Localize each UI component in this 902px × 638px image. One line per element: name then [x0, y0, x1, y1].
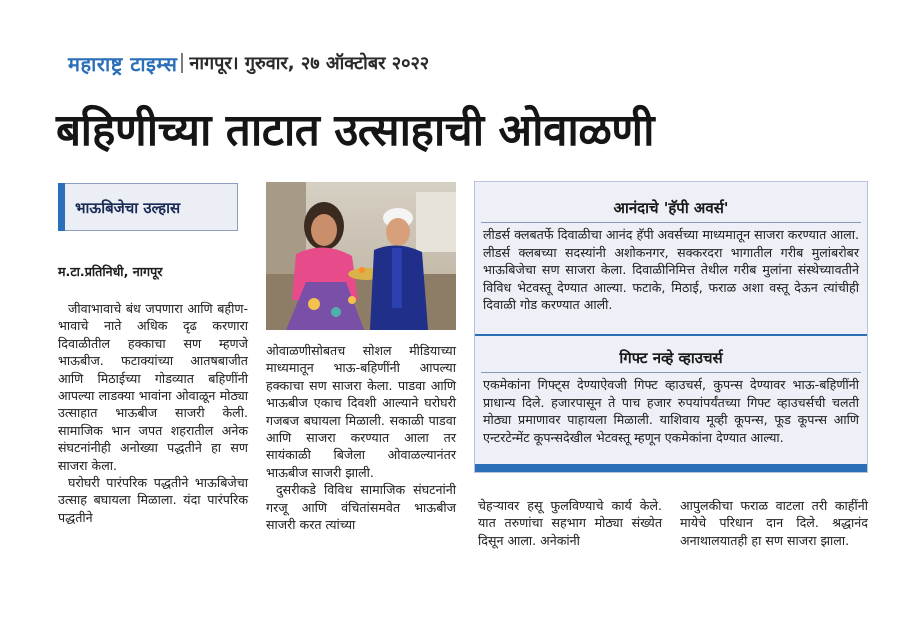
column-2-paragraph-2: दुसरीकडे विविध सामाजिक संघटनांनी गरजू आणि वंचितांसमवेत भाऊबीज साजरी करत त्यांच्या: [266, 482, 456, 533]
article-column-1: [58, 300, 248, 526]
box-1-title: आनंदाचे 'हॅपी अवर्स': [613, 199, 729, 217]
box-divider: [475, 334, 867, 336]
box-2-title-rule: [481, 372, 861, 373]
box-1-title-rule: [481, 222, 861, 223]
column-3-paragraph: चेहऱ्यावर हसू फुलविण्याचे कार्य केले. यात तरुणांचा सहभाग मोठ्या संख्येत दिसून आला. अनेकांनी: [478, 498, 662, 548]
masthead: [68, 46, 429, 80]
headline: बहिणीच्या ताटात उत्साहाची ओवाळणी: [56, 105, 654, 156]
box-bottom-bar: [475, 464, 867, 472]
article-photo: [266, 182, 456, 330]
section-label-bar: [58, 183, 65, 231]
dateline: नागपूर। गुरुवार, २७ ऑक्टोबर २०२२: [189, 53, 430, 74]
box-1-body: लीडर्स क्लबतर्फे दिवाळीचा आनंद हॅपी अवर्सच्या माध्यमातून साजरा करण्यात आला. लीडर्स क्लबच्या सदस्यांनी अशोकनगर, सक्करदरा भागातील गरीब मुलांबरोबर भाऊबिजेचा सण साजरा केला. दिवाळीनिमित्त तेथील गरीब मुलांना संस्थेच्यावतीने विविध भेटवस्तू देण्यात आल्या. फटाके, मिठाई, फराळ अशा वस्तू देऊन त्यांचीही दिवाळी गोड करण्यात आली.: [483, 227, 859, 313]
article-column-3: [478, 497, 662, 549]
column-4-paragraph: आपुलकीचा फराळ वाटला तरी काहींनी मायेचे परिधान दान दिले. श्रद्धानंद अनाथालयातही हा सण साजरा झाला.: [680, 498, 868, 548]
box-2-title: गिफ्ट नव्हे व्हाउचर्स: [619, 349, 723, 367]
column-1-paragraph-1: जीवाभावाचे बंध जपणारा आणि बहीण-भावाचे नाते अधिक दृढ करणारा दिवाळीतील हक्काचा सण म्हणजे भाऊबीज. फटाक्यांच्या आतषबाजीत आणि मिठाईच्या गोडव्यात बहिणींनी आपल्या लाडक्या भावांना ओवाळून मोठ्या उत्साहात भाऊबीज साजरी केली. सामाजिक भान जपत शहरातील अनेक संघटनांनीही अनोख्या पद्धतीने हा सण साजरा केला.: [58, 301, 248, 473]
byline: म.टा.प्रतिनिधी, नागपूर: [58, 264, 163, 279]
column-2-paragraph-1: ओवाळणीसोबतच सोशल मीडियाच्या माध्यमातून भाऊ-बहिणींनी आपल्या हक्काचा सण साजरा केला. पाडवा आणि भाऊबीज एकाच दिवशी आल्याने घरोघरी गजबज बघायला मिळाली. सकाळी पाडवा आणि साजरा करण्यात आला तर सायंकाळी बिजेला ओवाळल्यानंतर भाऊबीज साजरी झाली.: [266, 343, 456, 480]
newspaper-logo: महाराष्ट्र टाइम्स: [68, 51, 178, 76]
column-1-paragraph-2: घरोघरी पारंपरिक पद्धतीने भाऊबिजेचा उत्साह बघायला मिळाला. यंदा पारंपरिक पद्धतीने: [58, 475, 248, 525]
article-column-4: [680, 497, 868, 549]
photo-illustration: [266, 182, 456, 330]
masthead-divider: [181, 53, 183, 73]
sidebar-boxes: [474, 181, 868, 473]
section-label: भाऊबिजेचा उल्हास: [75, 199, 181, 217]
article-column-2: [266, 342, 456, 533]
box-2-body: एकमेकांना गिफ्ट्स देण्याऐवजी गिफ्ट व्हाउचर्स, कुपन्स देण्यावर भाऊ-बहिणींनी प्राधान्य दिले. हजारपासून ते पाच हजार रुपयांपर्यंतच्या गिफ्ट व्हाउचर्सची चलती मोठ्या प्रमाणावर पाहायला मिळाली. याशिवाय मूव्ही कूपन्स, फूड कूपन्स आणि एन्टरटेन्मेंट कूपन्सदेखील भेटवस्तू म्हणून एकमेकांना देण्यात आल्या.: [483, 377, 859, 445]
section-label-box: [58, 183, 238, 231]
